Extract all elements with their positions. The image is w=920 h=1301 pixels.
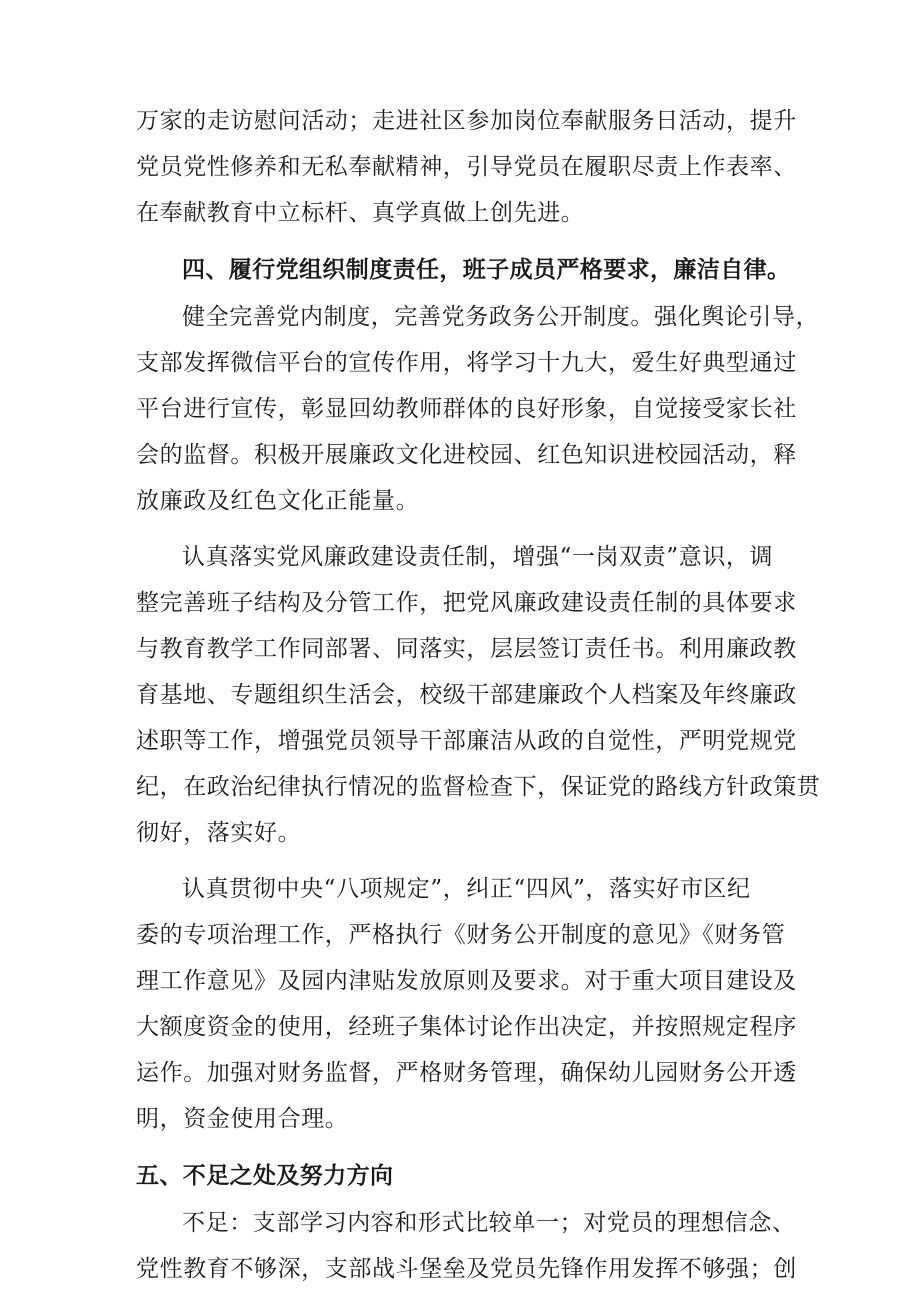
text-line: 大额度资金的使用，经班子集体讨论作出决定，并按照规定程序 (136, 1014, 797, 1040)
text-line: 育基地、专题组织生活会，校级干部建廉政个人档案及年终廉政 (136, 682, 797, 708)
paragraph-intro (136, 98, 797, 236)
paragraph-4a (136, 294, 820, 524)
text-line: 明，资金使用合理。 (136, 1106, 349, 1132)
text-line: 在奉献教育中立标杆、真学真做上创先进。 (136, 200, 585, 226)
text-line: 运作。加强对财务监督，严格财务管理，确保幼儿园财务公开透 (136, 1060, 797, 1086)
text-line: 纪，在政治纪律执行情况的监督检查下，保证党的路线方针政策贯 (136, 774, 821, 800)
text-line: 委的专项治理工作，严格执行《财务公开制度的意见》《财务管 (136, 922, 786, 948)
document-body (136, 98, 821, 1292)
text-line: 认真贯彻中央“八项规定”，纠正“四风”，落实好市区纪 (182, 876, 751, 902)
text-line: 认真落实党风廉政建设责任制，增强“一岗双责”意识，调 (182, 544, 774, 570)
text-line: 理工作意见》及园内津贴发放原则及要求。对于重大项目建设及 (136, 968, 797, 994)
paragraph-5a (136, 1200, 797, 1292)
text-line: 党员党性修养和无私奉献精神，引导党员在履职尽责上作表率、 (136, 154, 797, 180)
text-line: 与教育教学工作同部署、同落实，层层签订责任书。利用廉政教 (136, 636, 797, 662)
paragraph-4c (136, 866, 797, 1142)
text-line: 平台进行宣传，彰显回幼教师群体的良好形象，自觉接受家长社 (136, 396, 797, 422)
text-line: 彻好，落实好。 (136, 820, 302, 846)
text-line: 放廉政及红色文化正能量。 (136, 488, 420, 514)
paragraph-4b (136, 534, 821, 856)
text-line: 整完善班子结构及分管工作，把党风廉政建设责任制的具体要求 (136, 590, 797, 616)
section-heading-5: 五、不足之处及努力方向 (136, 1163, 394, 1189)
text-line: 述职等工作，增强党员领导干部廉洁从政的自觉性，严明党规党 (136, 728, 797, 754)
text-line: 万家的走访慰问活动；走进社区参加岗位奉献服务日活动，提升 (136, 108, 797, 134)
text-line: 会的监督。积极开展廉政文化进校园、红色知识进校园活动，释 (136, 442, 797, 468)
text-line: 党性教育不够深，支部战斗堡垒及党员先锋作用发挥不够强；创 (136, 1256, 797, 1282)
text-line: 健全完善党内制度，完善党务政务公开制度。强化舆论引导， (182, 304, 820, 330)
text-line: 不足：支部学习内容和形式比较单一；对党员的理想信念、 (182, 1210, 796, 1236)
section-heading-4: 四、履行党组织制度责任，班子成员严格要求，廉洁自律。 (182, 257, 791, 283)
text-line: 支部发挥微信平台的宣传作用，将学习十九大，爱生好典型通过 (136, 350, 797, 376)
